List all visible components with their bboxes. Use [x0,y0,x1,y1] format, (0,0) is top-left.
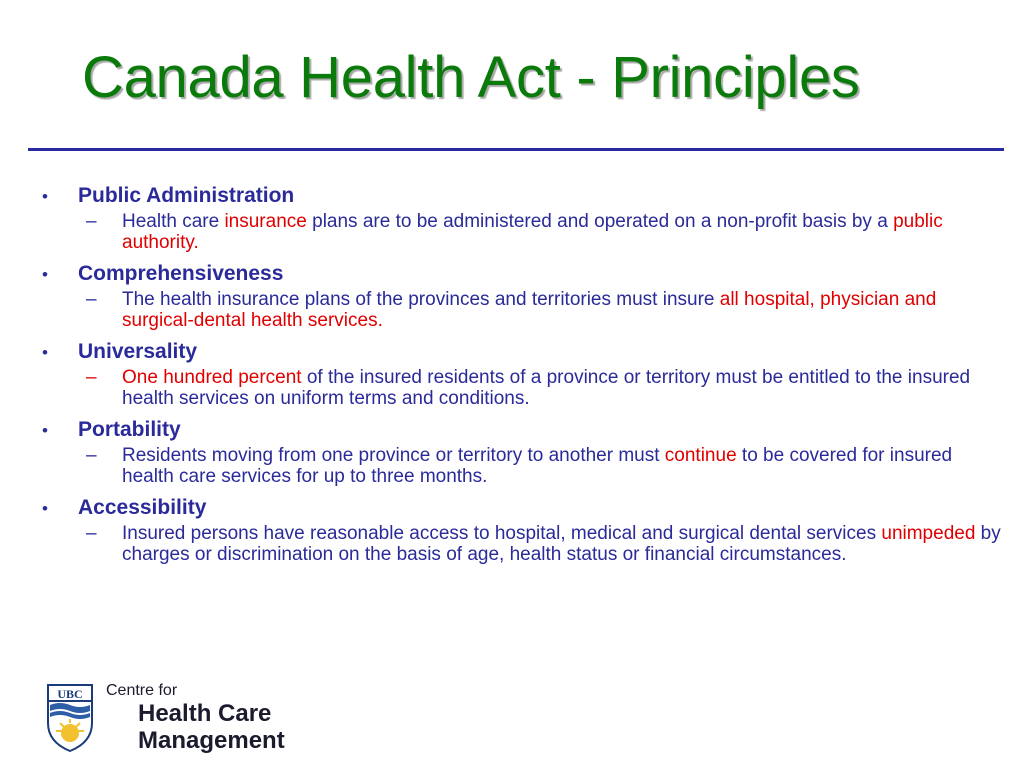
centre-for-label: Centre for [106,682,178,699]
detail-text: Insured persons have reasonable access to hospital, medical and surgical dental services [122,523,882,544]
principle-item [40,262,1006,331]
principle-heading: Universality [78,340,198,363]
dash-icon: – [86,289,97,310]
principle-item [40,340,1006,409]
org-name [138,700,285,754]
dash-icon: – [86,523,97,544]
bullet-icon: • [42,421,48,440]
detail-text: The health insurance plans of the provinces and territories must insure [122,289,720,310]
detail-highlight: public authority. [122,211,943,253]
principle-item [40,496,1006,565]
principle-detail [122,445,1002,487]
logo-text: UBC [57,687,83,701]
principle-item [40,418,1006,487]
principle-detail [122,289,1002,331]
detail-text: by charges or discrimination on the basis of age, health status or financial circumstances. [122,523,1001,565]
principle-detail [122,211,1002,253]
ubc-crest-logo [46,683,94,753]
detail-text: plans are to be administered and operated on a non-profit basis by a [306,211,894,232]
principles-list [40,184,1006,574]
title-divider [28,148,1004,151]
slide-title: Canada Health Act - Principles [82,45,860,110]
detail-text: Health care [122,211,225,232]
detail-text: of the insured residents of a province or territory must be entitled to the insured health services on uniform terms and conditions. [122,367,971,409]
detail-text: to be covered for insured health care services for up to three months. [122,445,953,487]
principle-detail [122,523,1002,565]
dash-icon: – [86,445,97,466]
bullet-icon: • [42,343,48,362]
detail-text: Residents moving from one province or territory to another must [122,445,665,466]
principle-item [40,184,1006,253]
detail-highlight: One hundred percent [122,367,302,388]
dash-icon: – [86,211,97,232]
bullet-icon: • [42,187,48,206]
principle-detail [122,367,1002,409]
principle-heading: Portability [78,418,181,441]
detail-highlight: continue [664,445,737,466]
detail-highlight: all hospital, physician and surgical-dental health services. [122,289,937,331]
bullet-icon: • [42,499,48,518]
dash-icon: – [86,367,97,388]
detail-highlight: insurance [224,211,307,232]
bullet-icon: • [42,265,48,284]
org-name-line2: Management [138,727,285,754]
principle-heading: Accessibility [78,496,207,519]
principle-heading: Comprehensiveness [78,262,284,285]
principle-heading: Public Administration [78,184,295,207]
org-name-line1: Health Care [138,700,272,727]
detail-highlight: unimpeded [881,523,976,544]
